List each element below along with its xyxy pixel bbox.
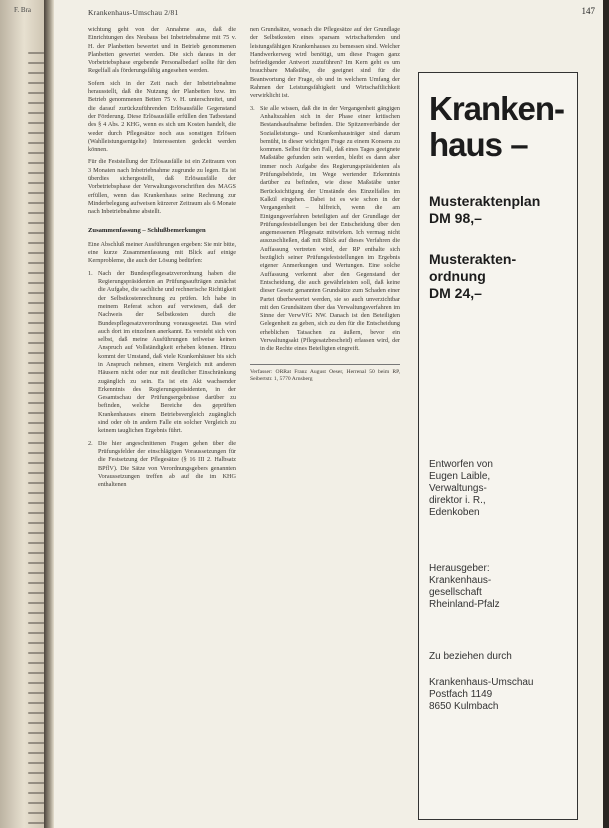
ad-text-line: Edenkoben [429,507,480,518]
ad-text-line: direktor i. R., [429,495,486,506]
ad-headline-line: Kranken- [429,90,565,127]
middle-text-column [250,26,400,383]
previous-page-header: F. Bra [14,6,31,14]
body-paragraph: wichtung geht von der Annahme aus, daß die Einrichtungen des Neubaus bei Inbetriebnahme mit 75 v. H. der Planbetten bewertet und in Betrieb genommenen Planbetten gewertet werden. Die sich daraus in der Vorbetriebsphase ergebende Personalbedarf sollte für den Regelfall als förderungsfähig angesehen werden. [88,26,236,75]
author-footnote: Verfasser: ORRat Franz August Oeser, Herrenal 50 beim RP, Seibertstr. 1, 5770 Arnsberg [250,364,400,383]
ad-text-line: Krankenhaus- [429,575,492,586]
ad-author-credit [429,459,574,519]
product-name: ordnung [429,268,486,284]
ad-text-line: Krankenhaus-Umschau [429,677,534,688]
item-text: Die hier angeschnittenen Fragen gehen über die Prüfungsfelder der einschlägigen Voraussetzungen für die Festsetzung der Pflegesätze (§ 16 III 2. Halbsatz BPflV). Die Sätze von Verordnungsgebers genannten Voraussetzungen treffen ab auf die im KHG enthaltenen [98,439,236,489]
intro-paragraph: Eine Abschluß meiner Ausführungen ergeben: Sie mir bitte, eine kurze Zusammenfassung mit Blick auf einige Kernprobleme, die auch der Lösung bedürfen: [88,240,237,265]
body-paragraph: nen Grundsätze, wonach die Pflegesätze auf der Grundlage der Selbstkosten eines sparsam wirtschaftenden und leistungsfähigen Krankenhauses zu bemessen sind. Welcher Handwerkerweg wird benötigt, um diese Fragen ganz befriedigender Antwort zuzuführen? Im Kern geht es um brauchbare Maßstäbe, die geeignet sind für die Beantwortung der Frage, ob und in welchem Umfang der Rahmen der Leistungsfähigkeit und Wirtschaftlichkeit verwirklicht ist. [250,26,400,100]
item-text: Nach der Bundespflegesatzverordnung haben die Regierungspräsidenten an Prüfungsaufträgen zunächst die Aufgabe, die sachliche und rechnerische Richtigkeit der Selbstkostenrechnung zu prüfen. Ich habe in meinem Referat schon auf verwiesen, daß der Nachweis der Selbstkosten durch die Bundespflegesatzverordnung vorausgesetzt. Das wird auch dort im einzelnen anerkannt. Es versteht sich von selbst, daß meine Ausführungen teilweise keinen Anspruch auf Vollständigkeit erheben können. Hinzu kommt der Umstand, daß viele Krankenhäuser bis sich in Anspruch nehmen, einem Vergleich mit anderen Häusern nicht oder nur mit deutlicher Einschränkung zugänglich zu sein. Es ist ein Akt wachsender Erkenntnis des Regierungspräsidenten, in der Gesamtschau der Prüfungsergebnisse darüber zu befinden, welche Bereiche des geprüften Krankenhauses einem Betriebsvergleich zugänglich sind oder ob in andern Falle ein solcher Vergleich zu keinem tauglichen Ergebnis führt. [98,269,236,435]
item-number: 3. [250,104,255,112]
ad-headline [429,91,574,163]
numbered-item [88,270,236,436]
item-number: 1. [88,269,93,277]
ad-headline-line: haus – [429,126,528,163]
ad-product-aktenplan [429,193,574,227]
numbered-item [250,105,400,354]
ad-text-line: 8650 Kulmbach [429,701,499,712]
document-page [54,0,603,828]
body-paragraph: Für die Feststellung der Erlösausfälle ist ein Zeitraum von 3 Monaten nach Inbetriebnahme zugrunde zu legen. Es ist überdies sichergestellt, daß Erlösausfälle der Vorbetriebsphase der Verwaltungsvorschriften des MAGS erfüllen, wenn das Krankenhaus seine Rechnung zur Minderbelegung aufweisen kürzerer Zeitraum als 6 Monate nach Inbetriebnahme abstellt. [88,158,236,216]
running-head: Krankenhaus-Umschau 2/81 [88,8,179,17]
advertisement-box [418,72,578,820]
product-name: Musterakten- [429,251,517,267]
ad-text-line: gesellschaft [429,587,482,598]
section-heading: Zusammenfassung – Schlußbemerkungen [88,226,206,234]
ad-text-line: Herausgeber: [429,563,490,574]
book-gutter [44,0,54,828]
previous-page-text-fragments [28,52,44,828]
product-price: DM 98,– [429,210,482,226]
product-price: DM 24,– [429,285,482,301]
ad-text-line: Entworfen von [429,459,493,470]
ad-text-line: Rheinland-Pfalz [429,599,500,610]
ad-publisher [429,563,574,611]
ad-text-line: Verwaltungs- [429,483,487,494]
item-text: Sie alle wissen, daß die in der Vergangenheit gängigen Anhaltszahlen sich in der Phase einer kritischen Bestandsaufnahme befinden. Die Spitzenverbände der Sozialleistungs- und Krankenhausträger sind darum bemüht, in dieser wichtigen Frage zu einem Konsens zu kommen. Selbst für den Fall, daß eines Tages geeignete Maßstäbe gefunden sein werden, bleibt es dann aber immer noch Aufgabe des Regierungspräsidenten als Prüfungsbehörde, im Wege wertender Erkenntnis darüber zu befinden, wie diese Maßstäbe unter Berücksichtigung der Umstände des Einzelfalles im Kalkül eingehen. Dabei ist es wie schon in der Vergangenheit – hilfreich, wenn die am Einigungsverfahren beteiligten auf der Grundlage der Prüfungsfeststellungen bei der Entscheidung über den angemessenen Pflegesatz mitwirken. Ich vermag nicht auszuschließen, daß mit Blick auf dieses Verfahren die Auffassung vertreten wird, der RP enthalte sich bezüglich seiner Prüfungsfeststellungen im Ergebnis eigener Anmerkungen und Wertungen. Eine solche Auffassung verkennt aber den Gegenstand der Entscheidung, die auch gewährleisten soll, daß keine dieser Gesetz genannten Grundsätze zum Schaden einer Partei überbewertet werden, sie so auch unverzichtbar mit den Grundsätzen über das Verwaltungsverfahren im Sinne der VerwVfG NW. Danach ist den Beteiligten Gelegenheit zu geben, sich zu den für die Entscheidung erheblichen Tatsachen zu äußern, bevor ein Verwaltungsakt (Pflegesatzbescheid) erlassen wird, der in die Rechte eines Beteiligten eingreift. [260,104,400,353]
ad-product-aktenordnung [429,251,574,302]
ad-text-line: Postfach 1149 [429,689,493,700]
page-edge-shadow [603,0,609,828]
ad-text-line: Eugen Laible, [429,471,491,482]
page-number: 147 [581,6,595,16]
numbered-item [88,440,236,490]
product-name: Musteraktenplan [429,193,541,209]
previous-page-strip [0,0,44,828]
ad-address [429,677,574,713]
left-text-column [88,26,236,493]
ad-order-label: Zu beziehen durch [429,651,512,662]
item-number: 2. [88,439,93,447]
body-paragraph: Sofern sich in der Zeit nach der Inbetriebnahme herausstellt, daß die Nutzung der Planbetten bzw. im Betrieb genommenen Betten 75 v. H. unterschreitet, und die darauf zurückzuführenden Erlösausfälle Gegenstand der Förderung. Diese Erlösausfälle erfüllen den Tatbestand des § 4 Abs. 2 KHG, wenn es sich um Kosten handelt, die weder durch Pflegesätze noch aus sonstigen Erlösen (Wahlleistungsentgelte) Interessenten gedeckt werden können. [88,79,236,154]
